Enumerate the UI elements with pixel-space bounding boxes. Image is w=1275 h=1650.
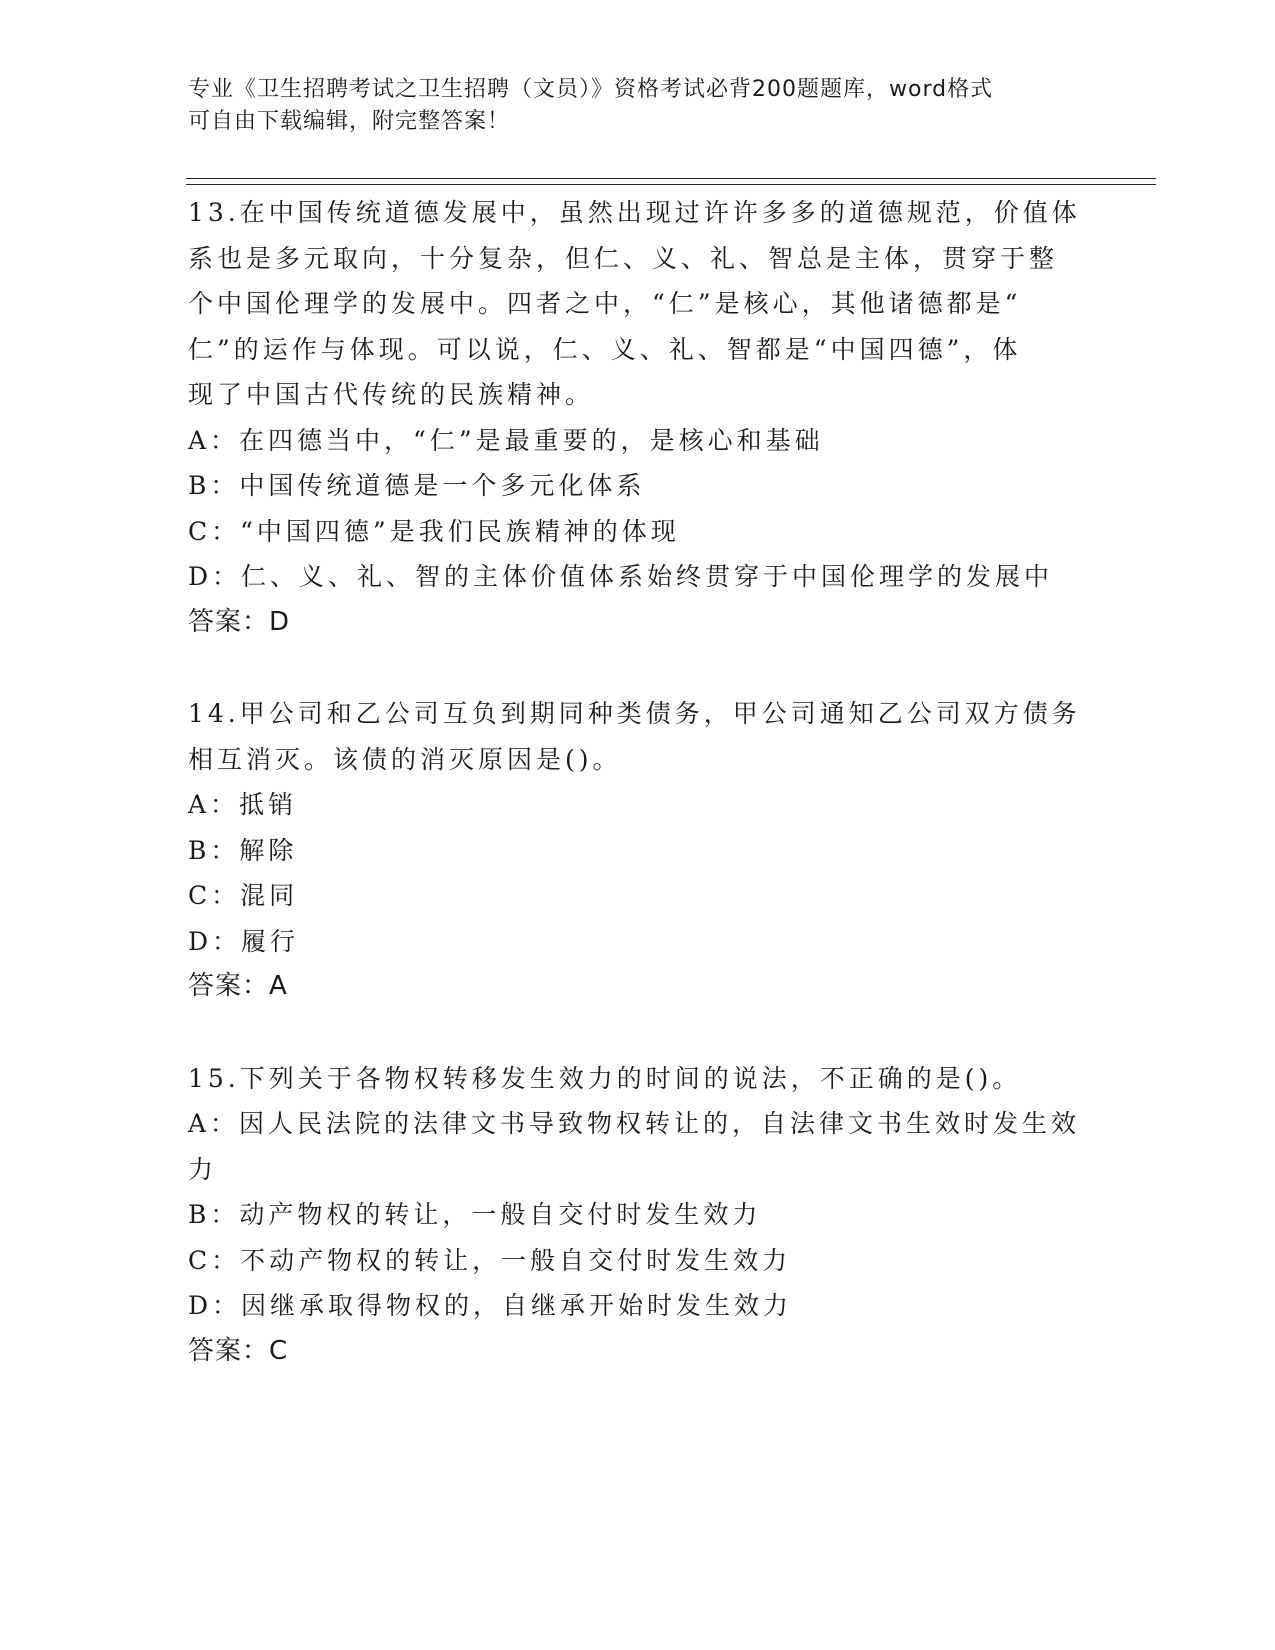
option-b: B：中国传统道德是一个多元化体系 xyxy=(188,471,646,500)
question-stem xyxy=(188,691,1088,782)
option-d: D：因继承取得物权的，自继承开始时发生效力 xyxy=(188,1291,793,1320)
option-a: A：在四德当中，“仁”是最重要的，是核心和基础 xyxy=(188,425,824,455)
option-d: D：履行 xyxy=(188,926,300,956)
stem-line: 14.甲公司和乙公司互负到期同种类债务，甲公司通知乙公司双方债务 xyxy=(188,699,1081,728)
option-b: B：解除 xyxy=(188,835,298,865)
option-c: C：“中国四德”是我们民族精神的体现 xyxy=(188,516,680,546)
question-list xyxy=(188,190,1088,1420)
question-stem xyxy=(188,190,1088,418)
header-divider-bottom xyxy=(186,184,1156,185)
question-13 xyxy=(188,190,1088,645)
option-a: A：因人民法院的法律文书导致物权转让的，自法律文书生效时发生效 xyxy=(188,1109,1081,1138)
stem-line: 13.在中国传统道德发展中，虽然出现过许许多多的道德规范，价值体 xyxy=(188,198,1081,227)
stem-line: 系也是多元取向，十分复杂，但仁、义、礼、智总是主体，贯穿于整 xyxy=(188,243,1059,273)
question-stem xyxy=(188,1056,1088,1102)
header-title-line-1: 专业《卫生招聘考试之卫生招聘（文员）》资格考试必背200题题库，word格式 xyxy=(188,77,994,102)
option-d: D：仁、义、礼、智的主体价值体系始终贯穿于中国伦理学的发展中 xyxy=(188,562,1054,591)
document-header xyxy=(188,74,1088,138)
stem-line: 相互消灭。该债的消灭原因是()。 xyxy=(188,744,622,774)
header-title-line-2: 可自由下载编辑，附完整答案！ xyxy=(188,109,511,134)
option-a: A：抵销 xyxy=(188,790,298,819)
option-a-continued: 力 xyxy=(188,1154,218,1184)
stem-line: 个中国伦理学的发展中。四者之中，“仁”是核心，其他诸德都是“ xyxy=(188,289,1022,318)
question-14 xyxy=(188,691,1088,1010)
stem-line: 15.下列关于各物权转移发生效力的时间的说法，不正确的是()。 xyxy=(188,1063,1022,1093)
answer-line: 答案：C xyxy=(188,1335,289,1366)
option-c: C：混同 xyxy=(188,881,299,910)
header-divider-top xyxy=(186,178,1156,179)
question-15 xyxy=(188,1056,1088,1375)
answer-line: 答案：D xyxy=(188,606,291,637)
answer-line: 答案：A xyxy=(188,971,288,1001)
stem-line: 仁”的运作与体现。可以说，仁、义、礼、智都是“中国四德”，体 xyxy=(188,334,1022,364)
stem-line: 现了中国古代传统的民族精神。 xyxy=(188,380,595,409)
option-c: C：不动产物权的转让，一般自交付时发生效力 xyxy=(188,1245,792,1275)
option-b: B：动产物权的转让，一般自交付时发生效力 xyxy=(188,1200,762,1229)
